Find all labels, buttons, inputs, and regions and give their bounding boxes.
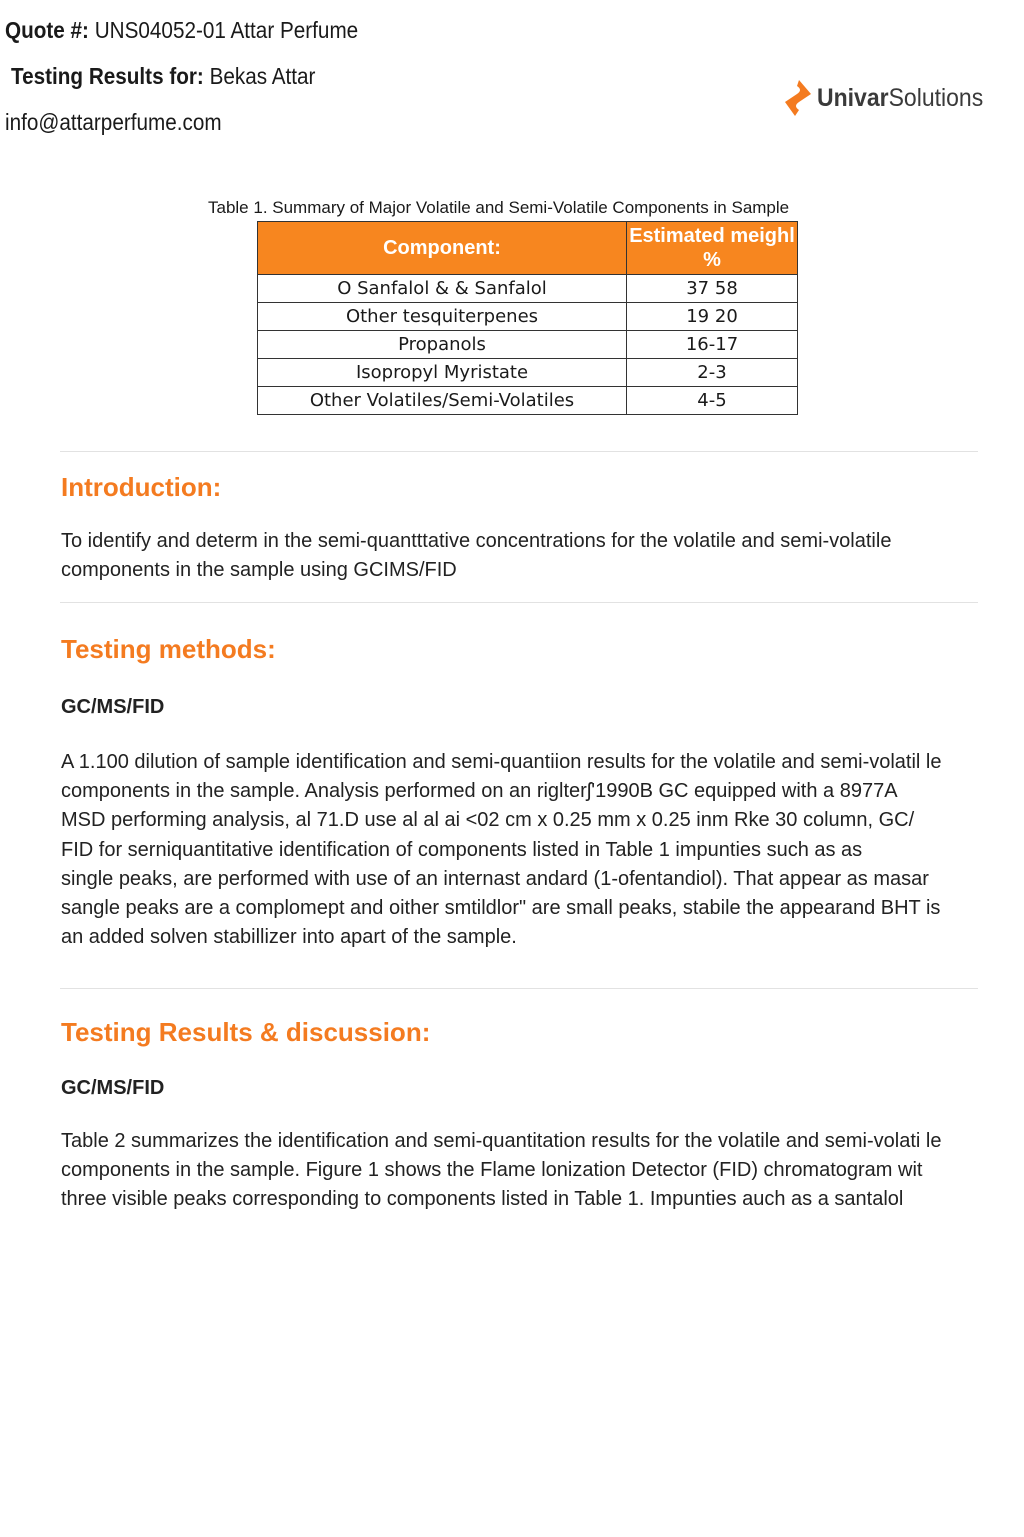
table-row	[258, 303, 798, 331]
logo-text-bold: Univar	[817, 83, 889, 112]
text-line: components in the sample. Figure 1 shows the Flame lonization Detector (FID) chromatogram wit	[61, 1159, 923, 1182]
header-weight: Estimated meighl %	[627, 222, 798, 275]
divider	[60, 602, 978, 603]
introduction-text	[61, 527, 891, 585]
testing-value: Bekas Attar	[209, 63, 316, 89]
results-heading: Testing Results & discussion:	[61, 1017, 431, 1047]
divider	[60, 451, 978, 452]
table-row	[258, 331, 798, 359]
text-line: single peaks, are performed with use of an internast andard (1-ofentandiol). That appear as masar	[61, 867, 929, 890]
weight-cell: 4-5	[627, 387, 798, 415]
table-row	[258, 359, 798, 387]
introduction-heading: Introduction:	[61, 472, 222, 502]
text-line: components in the sample. Analysis performed on an riglterʃ'1990B GC equipped with a 8977A	[61, 780, 898, 803]
divider	[60, 988, 978, 989]
text-line: sangle peaks are a complomept and oither smtildlor" are small peaks, stabile the appearand BHT is	[61, 897, 941, 920]
table-row	[258, 275, 798, 303]
weight-cell: 2-3	[627, 359, 798, 387]
header-component: Component:	[258, 222, 627, 275]
text-line: three visible peaks corresponding to components listed in Table 1. Impunties auch as a santalol	[61, 1188, 904, 1211]
weight-cell: 37 58	[627, 275, 798, 303]
component-cell: Propanols	[258, 331, 627, 359]
component-cell: Other Volatiles/Semi-Volatiles	[258, 387, 627, 415]
table1-caption: Table 1. Summary of Major Volatile and Semi-Volatile Components in Sample	[208, 198, 790, 217]
univar-logo	[783, 80, 998, 116]
component-cell: Isopropyl Myristate	[258, 359, 627, 387]
components-table	[257, 221, 798, 415]
email: info@attarperfume.com	[5, 109, 222, 135]
quote-line	[5, 17, 358, 44]
text-line: FID for serniquantitative identification of components listed in Table 1 impunties such as as	[61, 838, 863, 861]
results-text	[61, 1127, 941, 1215]
text-line: A 1.100 dilution of sample identification and semi-quantiion results for the volatile and semi-volatil le	[61, 751, 942, 773]
quote-label: Quote #:	[5, 17, 89, 43]
weight-cell: 16-17	[627, 331, 798, 359]
text-line: components in the sample using GCIMS/FID	[61, 559, 457, 582]
component-cell: O Sanfalol & & Sanfalol	[258, 275, 627, 303]
quote-value: UNS04052-01 Attar Perfume	[94, 17, 359, 43]
flame-logo-icon	[783, 80, 813, 116]
text-line: To identify and determ in the semi-quantttative concentrations for the volatile and semi-volatile	[61, 530, 892, 552]
component-cell: Other tesquiterpenes	[258, 303, 627, 331]
text-line: MSD performing analysis, al 71.D use al al ai <02 cm x 0.25 mm x 0.25 inm Rke 30 column, GC/	[61, 809, 915, 832]
text-line: an added solven stabillizer into apart of the sample.	[61, 926, 517, 949]
methods-subheading: GC/MS/FID	[61, 696, 165, 718]
testing-results-line	[11, 63, 315, 90]
weight-cell: 19 20	[627, 303, 798, 331]
results-subheading: GC/MS/FID	[61, 1077, 165, 1099]
testing-label: Testing Results for:	[11, 63, 204, 89]
methods-heading: Testing methods:	[61, 634, 276, 664]
logo-text-light: Solutions	[888, 83, 984, 112]
methods-text	[61, 748, 942, 952]
table-row	[258, 387, 798, 415]
text-line: Table 2 summarizes the identification and semi-quantitation results for the volatile and semi-volati le	[61, 1130, 942, 1152]
